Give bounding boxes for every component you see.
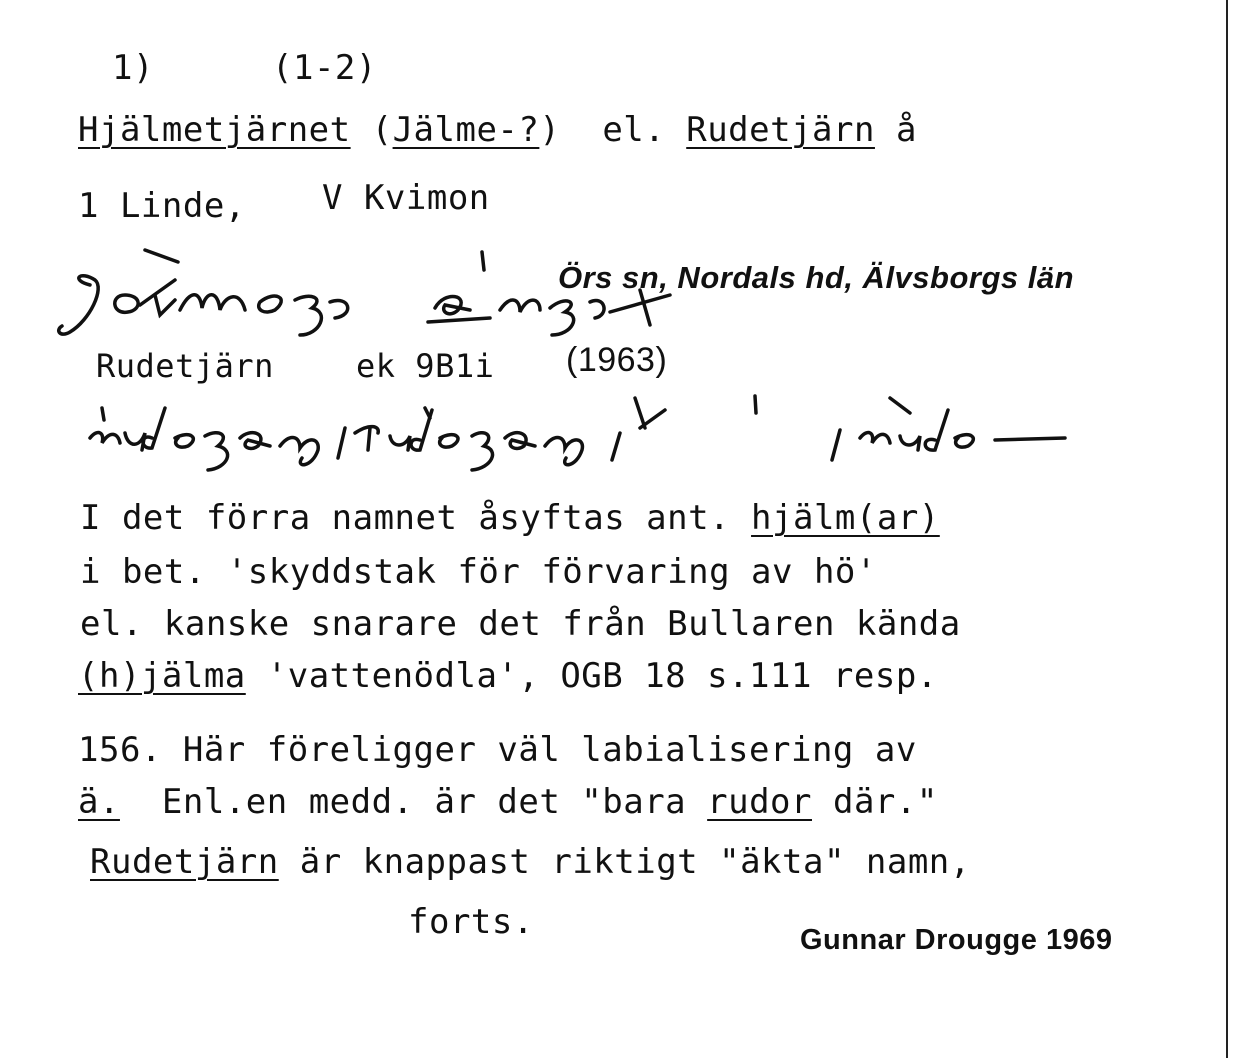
or-word: el. [602,110,666,150]
location-prefix: 1 Linde, [78,186,246,226]
body-line-7-text: är knappast riktigt "äkta" namn, [299,842,971,882]
body-line-3: el. kanske snarare det från Bullaren kända [80,604,961,644]
term-rudetjarn: Rudetjärn [90,842,279,882]
body-line-6-text-a: Enl.en medd. är det "bara [161,782,687,822]
body-line-6 [78,782,938,822]
term-hjalmar: hjälm(ar) [751,498,940,538]
title-line [78,110,917,150]
term-a-umlaut: ä. [78,782,120,822]
body-line-7 [90,842,971,882]
card-number: 1) [112,48,154,88]
place-name-secondary: Rudetjärn [686,110,875,150]
continued-note: forts. [408,902,534,942]
signature-stamp: Gunnar Drougge 1969 [800,924,1113,956]
body-line-1 [80,498,940,538]
alt-close: ) [539,110,561,150]
body-line-6-text-b: där." [832,782,938,822]
map-ref-name: Rudetjärn [96,347,274,385]
card-edge [1226,0,1228,1058]
term-rudor: rudor [707,782,812,822]
title-tail: å [895,110,917,150]
term-hjalma: (h)jälma [78,656,246,696]
body-line-4-text: 'vattenödla', OGB 18 s.111 resp. [266,656,938,696]
handwritten-phonetic-transcription-2 [80,388,1080,488]
location-place: V Kvimon [322,178,490,218]
card-range: (1-2) [272,48,377,88]
body-line-4 [78,656,938,696]
map-ref-year: (1963) [566,341,668,379]
parish-stamp: Örs sn, Nordals hd, Älvsborgs län [558,260,1075,295]
body-line-2: i bet. 'skyddstak för förvaring av hö' [80,552,877,592]
alt-open: ( [371,110,393,150]
body-line-5: 156. Här föreligger väl labialisering av [78,730,917,770]
body-line-1-text: I det förra namnet åsyftas ant. [80,498,731,538]
place-name-primary: Hjälmetjärnet [78,110,351,150]
map-ref-code: ek 9B1i [356,347,495,385]
place-name-alternative: Jälme-? [392,110,540,150]
